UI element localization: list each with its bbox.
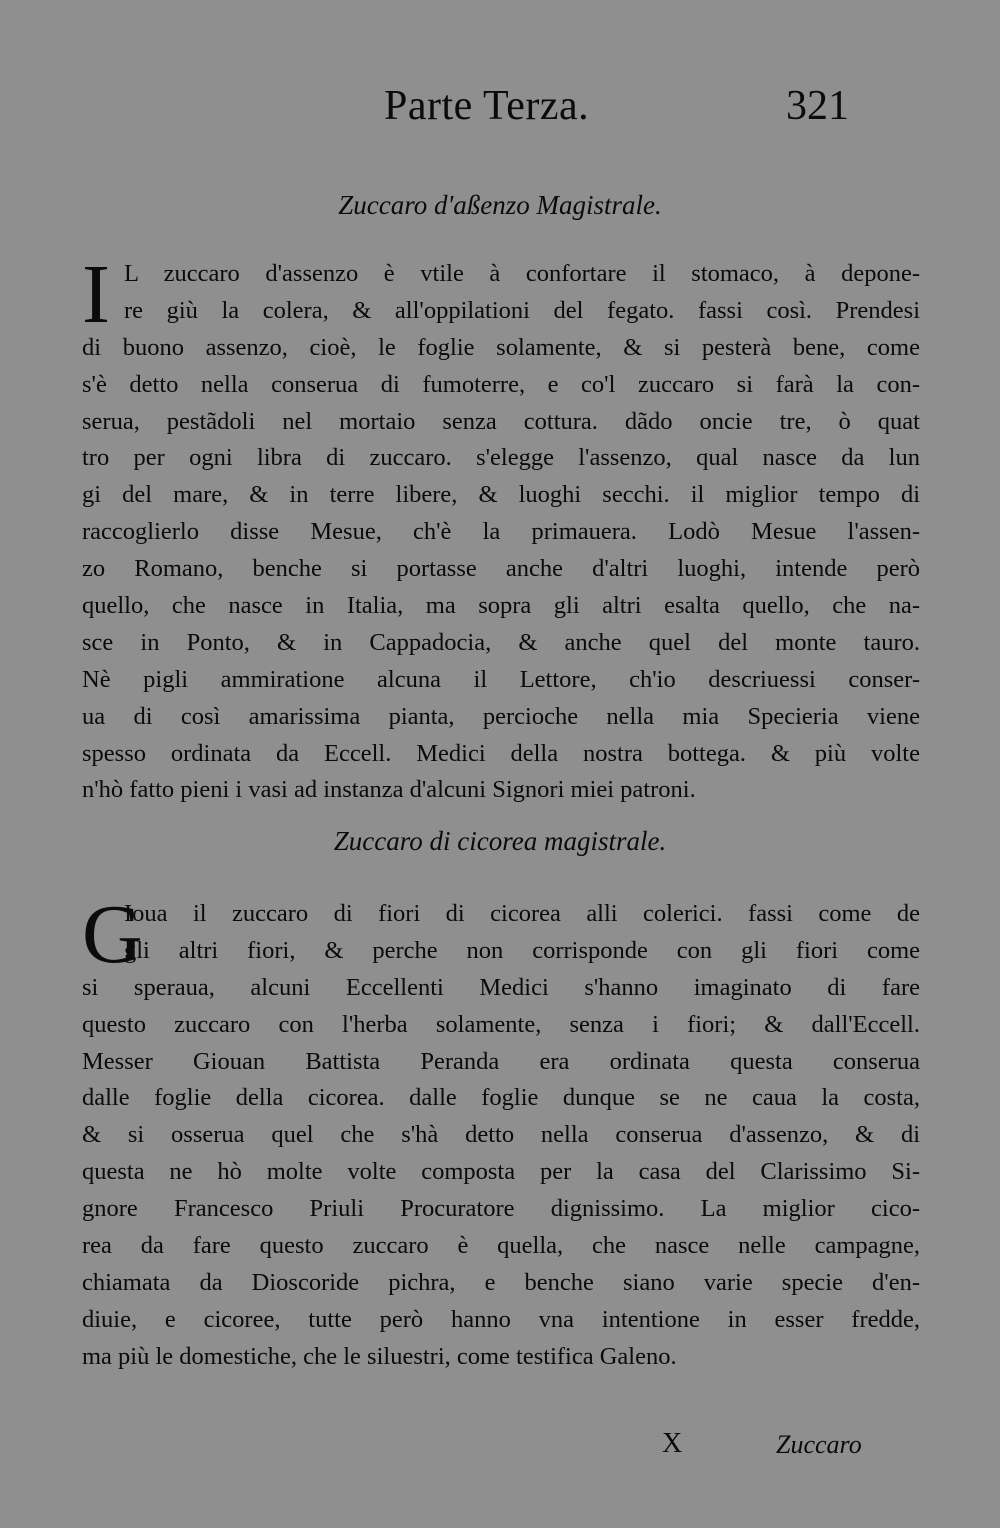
text-line: si speraua, alcuni Eccellenti Medici s'hanno imaginato di fare xyxy=(82,973,920,1001)
text-line: serua, pestãdoli nel mortaio senza cottura. dãdo oncie tre, ò quat xyxy=(82,407,920,435)
text-line: gli altri fiori, & perche non corrisponde con gli fiori come xyxy=(124,936,920,964)
running-title: Parte Terza. xyxy=(384,83,590,129)
running-head xyxy=(0,82,1000,142)
drop-cap: I xyxy=(82,248,110,341)
text-line: questo zuccaro con l'herba solamente, senza i fiori; & dall'Eccell. xyxy=(82,1010,920,1038)
text-line: diuie, e cicoree, tutte però hanno vna intentione in esser fredde, xyxy=(82,1305,920,1333)
text-line: zo Romano, benche si portasse anche d'altri luoghi, intende però xyxy=(82,555,920,583)
text-line: quello, che nasce in Italia, ma sopra gli altri esalta quello, che na- xyxy=(82,592,920,620)
page-number: 321 xyxy=(786,83,849,129)
paragraph-assenzo xyxy=(82,248,920,809)
text-line: & si osserua quel che s'hà detto nella conserua d'assenzo, & di xyxy=(82,1121,920,1149)
paragraph-cicorea xyxy=(82,888,920,1376)
text-line: chiamata da Dioscoride pichra, e benche siano varie specie d'en- xyxy=(82,1268,920,1296)
text-line: Nè pigli ammiratione alcuna il Lettore, ch'io descriuessi conser- xyxy=(82,665,920,693)
text-line: L zuccaro d'assenzo è vtile à confortare il stomaco, à depone- xyxy=(124,260,920,287)
text-line: di buono assenzo, cioè, le foglie solamente, & si pesterà bene, come xyxy=(82,333,920,361)
text-line: gnore Francesco Priuli Procuratore dignissimo. La miglior cico- xyxy=(82,1195,920,1223)
text-line: ma più le domestiche, che le siluestri, come testifica Galeno. xyxy=(82,1342,677,1370)
catchword: Zuccaro xyxy=(776,1430,862,1459)
text-line: raccoglierlo disse Mesue, ch'è la primauera. Lodò Mesue l'assen- xyxy=(82,518,920,546)
section-title-assenzo: Zuccaro d'aßenzo Magistrale. xyxy=(338,190,662,220)
text-line: gi del mare, & in terre libere, & luoghi secchi. il miglior tempo di xyxy=(82,481,920,509)
text-line: sce in Ponto, & in Cappadocia, & anche quel del monte tauro. xyxy=(82,628,920,656)
page-footer xyxy=(0,1428,1000,1468)
text-line: re giù la colera, & all'oppilationi del fegato. fassi così. Prendesi xyxy=(124,296,920,324)
drop-cap: G xyxy=(82,888,143,981)
text-line: dalle foglie della cicorea. dalle foglie dunque se ne caua la costa, xyxy=(82,1084,920,1112)
text-line: Ioua il zuccaro di fiori di cicorea alli colerici. fassi come de xyxy=(124,900,920,927)
text-line: questa ne hò molte volte composta per la casa del Clarissimo Si- xyxy=(82,1158,920,1186)
text-line: s'è detto nella conserua di fumoterre, e co'l zuccaro si farà la con- xyxy=(82,370,920,398)
text-line: n'hò fatto pieni i vasi ad instanza d'alcuni Signori miei patroni. xyxy=(82,776,696,804)
text-line: ua di così amarissima pianta, percioche nella mia Specieria viene xyxy=(82,702,920,730)
text-line: Messer Giouan Battista Peranda era ordinata questa conserua xyxy=(82,1047,920,1075)
text-line: spesso ordinata da Eccell. Medici della nostra bottega. & più volte xyxy=(82,739,920,767)
text-line: tro per ogni libra di zuccaro. s'elegge l'assenzo, qual nasce da lun xyxy=(82,444,920,472)
signature-mark: X xyxy=(662,1428,683,1459)
text-line: rea da fare questo zuccaro è quella, che nasce nelle campagne, xyxy=(82,1232,920,1260)
section-title-cicorea: Zuccaro di cicorea magistrale. xyxy=(333,826,667,856)
